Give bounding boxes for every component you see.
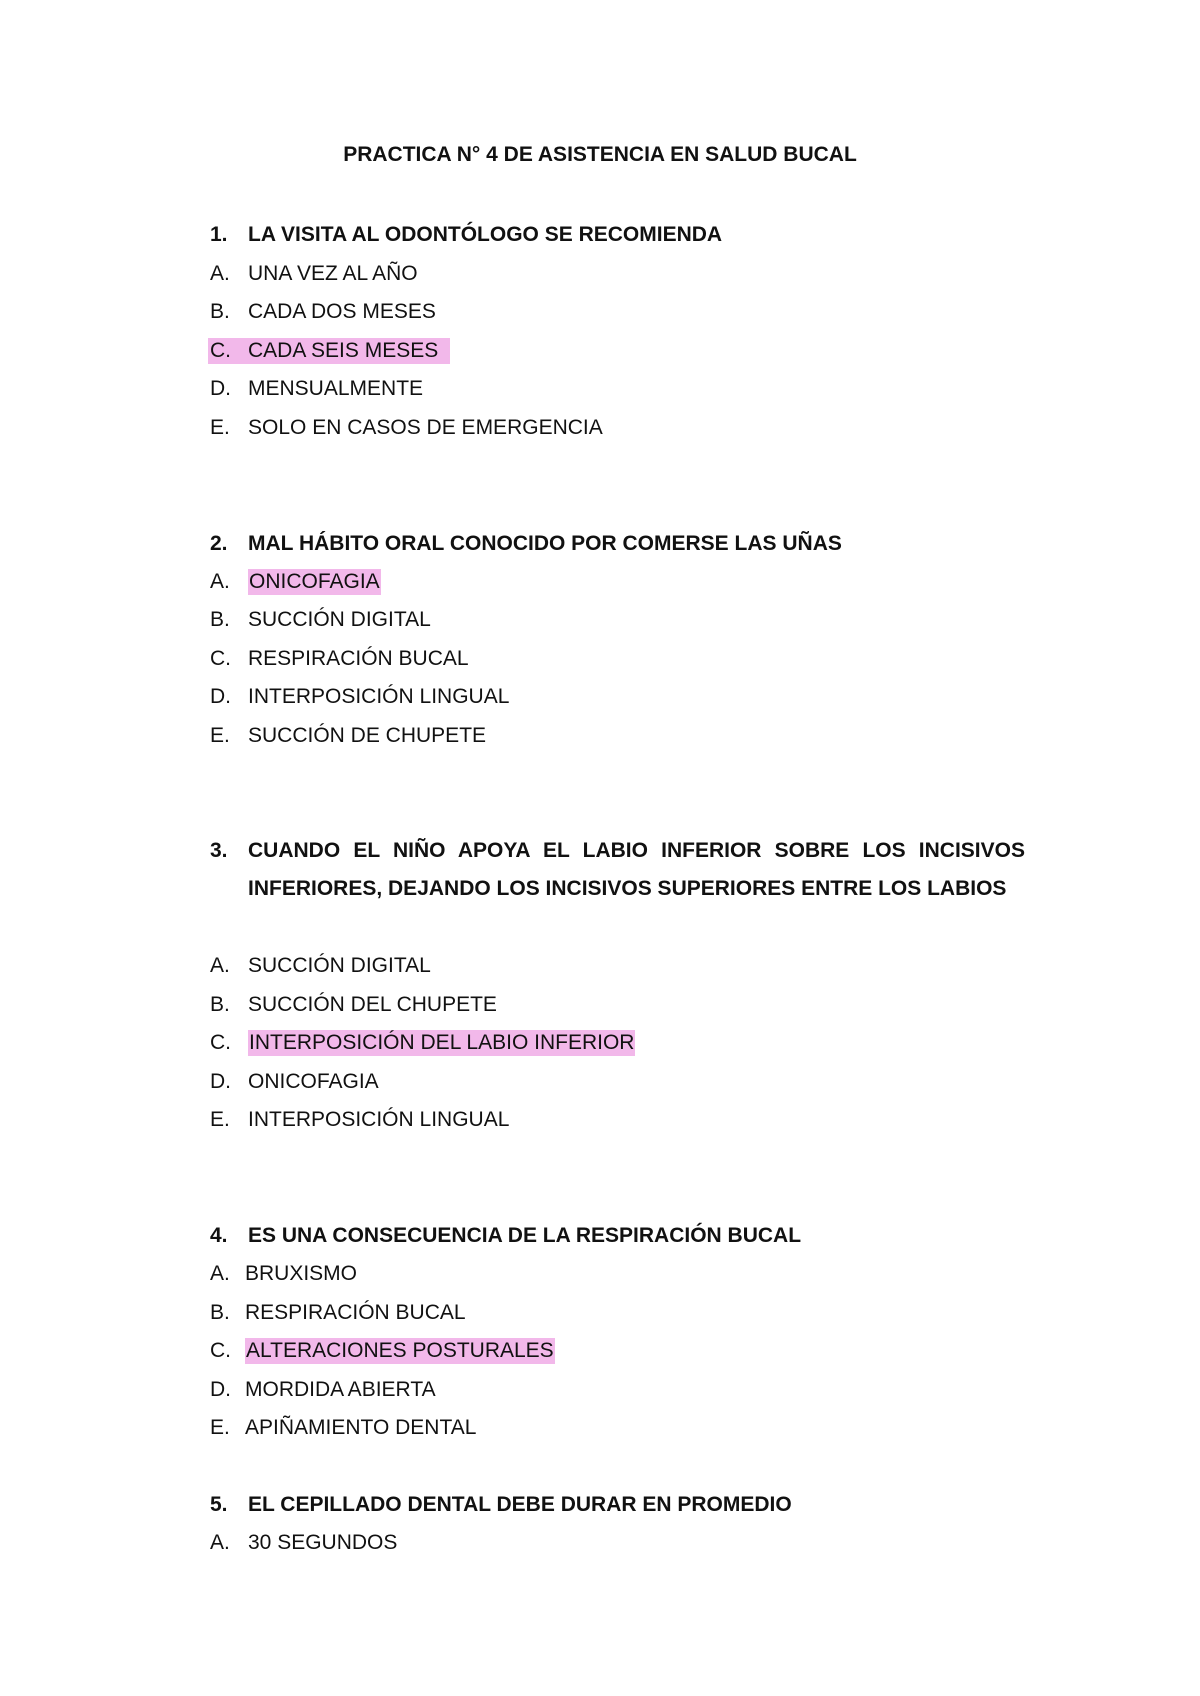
option-text: ALTERACIONES POSTURALES	[246, 1339, 554, 1362]
option-letter: B.	[210, 1301, 230, 1324]
option-letter: C.	[210, 1031, 231, 1054]
option-letter: D.	[210, 1070, 231, 1093]
option-text: APIÑAMIENTO DENTAL	[245, 1416, 477, 1439]
question-number: 2.	[210, 532, 228, 555]
option-letter: A.	[210, 262, 230, 285]
option-text: CADA SEIS MESES	[248, 339, 439, 362]
question-number: 3.	[210, 839, 228, 862]
option-text: INTERPOSICIÓN LINGUAL	[248, 685, 510, 708]
option-letter: A.	[210, 1531, 230, 1554]
question-text: ES UNA CONSECUENCIA DE LA RESPIRACIÓN BUCAL	[248, 1224, 802, 1247]
option-letter: B.	[210, 993, 230, 1016]
option-letter: B.	[210, 608, 230, 631]
question-3-text: CUANDO EL NIÑO APOYA EL LABIO INFERIOR SOBRE LOS INCISIVOS INFERIORES, DEJANDO LOS INCISIVOS SUPERIORES ENTRE LOS LABIOS	[248, 839, 1025, 900]
document-title: PRACTICA N° 4 DE ASISTENCIA EN SALUD BUCAL	[343, 143, 857, 166]
option-text: SUCCIÓN DIGITAL	[248, 954, 431, 977]
option-letter: D.	[210, 377, 231, 400]
option-text: BRUXISMO	[245, 1262, 358, 1285]
option-letter: E.	[210, 1108, 230, 1131]
option-letter: D.	[210, 1378, 231, 1401]
option-letter: B.	[210, 300, 230, 323]
option-text: SOLO EN CASOS DE EMERGENCIA	[248, 416, 603, 439]
option-letter: C.	[210, 1339, 231, 1362]
option-text: SUCCIÓN DEL CHUPETE	[248, 993, 497, 1016]
question-number: 4.	[210, 1224, 228, 1247]
question-number: 1.	[210, 223, 228, 246]
option-text: INTERPOSICIÓN LINGUAL	[248, 1108, 510, 1131]
option-letter: E.	[210, 1416, 230, 1439]
option-letter: E.	[210, 724, 230, 747]
question-text: LA VISITA AL ODONTÓLOGO SE RECOMIENDA	[248, 223, 723, 246]
option-letter: A.	[210, 1262, 230, 1285]
question-number: 5.	[210, 1493, 228, 1516]
option-text: RESPIRACIÓN BUCAL	[245, 1301, 466, 1324]
option-text: UNA VEZ AL AÑO	[248, 262, 418, 285]
question-text: MAL HÁBITO ORAL CONOCIDO POR COMERSE LAS UÑAS	[248, 532, 842, 555]
option-letter: D.	[210, 685, 231, 708]
option-text: CADA DOS MESES	[248, 300, 436, 323]
option-letter: C.	[210, 647, 231, 670]
option-letter: E.	[210, 416, 230, 439]
option-text: 30 SEGUNDOS	[248, 1531, 398, 1554]
question-text: EL CEPILLADO DENTAL DEBE DURAR EN PROMEDIO	[248, 1493, 792, 1516]
option-text: INTERPOSICIÓN DEL LABIO INFERIOR	[249, 1031, 635, 1054]
option-text: ONICOFAGIA	[248, 1070, 379, 1093]
option-text: MORDIDA ABIERTA	[245, 1378, 436, 1401]
option-letter: A.	[210, 570, 230, 593]
option-text: SUCCIÓN DE CHUPETE	[248, 724, 487, 747]
option-text: ONICOFAGIA	[249, 570, 380, 593]
option-text: RESPIRACIÓN BUCAL	[248, 647, 469, 670]
option-letter: A.	[210, 954, 230, 977]
option-text: MENSUALMENTE	[248, 377, 424, 400]
option-letter: C.	[210, 339, 231, 362]
option-text: SUCCIÓN DIGITAL	[248, 608, 431, 631]
